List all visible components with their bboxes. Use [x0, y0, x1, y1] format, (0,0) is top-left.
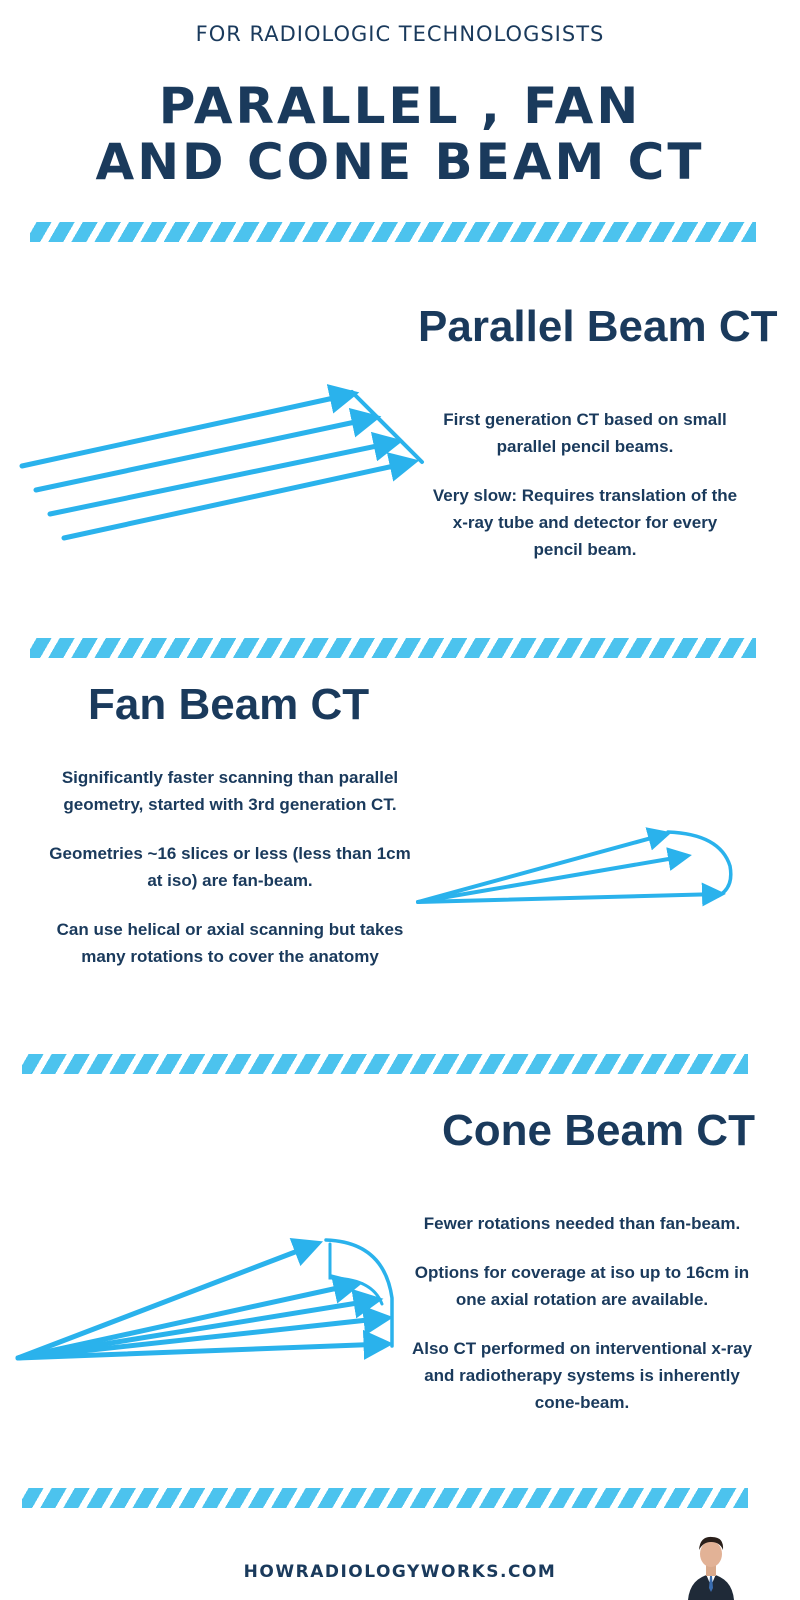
cone-paragraph: Also CT performed on interventional x-ray and radiotherapy systems is inherently cone-beam.: [411, 1339, 753, 1412]
footer-website[interactable]: HOWRADIOLOGYWORKS.COM: [243, 1562, 557, 1582]
title-line-1: PARALLEL , FAN: [158, 77, 642, 135]
cone-detector-arc: [326, 1240, 392, 1346]
parallel-section-title: Parallel Beam CT: [418, 302, 778, 351]
page-title: [0, 78, 800, 190]
title-line-2: AND CONE BEAM CT: [95, 133, 705, 191]
fan-description: [40, 764, 420, 970]
cone-paragraph: Options for coverage at iso up to 16cm in one axial rotation are available.: [414, 1263, 750, 1309]
parallel-beam-diagram: [0, 370, 440, 560]
cone-section-title: Cone Beam CT: [442, 1106, 755, 1155]
striped-divider: [22, 1054, 748, 1074]
cone-detector-arc-inner: [330, 1244, 382, 1304]
parallel-description: [430, 406, 740, 563]
subtitle: FOR RADIOLOGIC TECHNOLOGSISTS: [195, 22, 605, 46]
fan-beam-diagram: [400, 820, 750, 920]
cone-paragraph: Fewer rotations needed than fan-beam.: [423, 1214, 741, 1233]
fan-paragraph: Significantly faster scanning than parallel geometry, started with 3rd generation CT.: [61, 768, 399, 814]
fan-section-title: Fan Beam CT: [88, 680, 370, 729]
cone-beam-diagram: [0, 1220, 410, 1380]
pencil-beam-arrow: [22, 394, 352, 466]
fan-paragraph: Can use helical or axial scanning but takes many rotations to cover the anatomy: [56, 920, 404, 966]
author-portrait: [686, 1520, 736, 1600]
striped-divider: [30, 638, 756, 658]
fan-paragraph: Geometries ~16 slices or less (less than 1cm at iso) are fan-beam.: [49, 844, 411, 890]
fan-beam-arrow: [418, 834, 666, 902]
parallel-paragraph: First generation CT based on small parallel pencil beams.: [443, 410, 727, 456]
striped-divider: [30, 222, 756, 242]
striped-divider: [22, 1488, 748, 1508]
fan-detector-arc: [668, 832, 731, 896]
parallel-paragraph: Very slow: Requires translation of the x-ray tube and detector for every pencil beam.: [432, 486, 738, 559]
cone-description: [410, 1210, 754, 1416]
